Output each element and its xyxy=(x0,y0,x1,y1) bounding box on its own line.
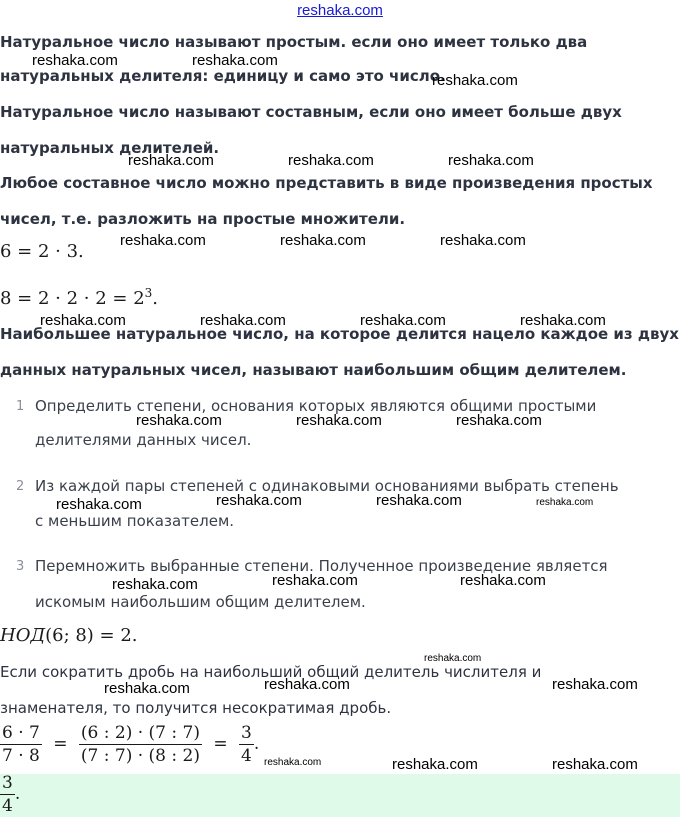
equals-1: = xyxy=(53,734,68,754)
step-number-2: 2 xyxy=(16,479,25,494)
prime-definition-line-1: Натуральное число называют простым. если оно имеет только два xyxy=(0,33,588,51)
watermark: reshaka.com xyxy=(200,312,286,329)
fraction-divided xyxy=(79,722,202,767)
answer-den: 4 xyxy=(2,796,13,816)
watermark: reshaka.com xyxy=(264,676,350,693)
watermark: reshaka.com xyxy=(288,152,374,169)
watermark: reshaka.com xyxy=(432,72,518,89)
watermark: reshaka.com xyxy=(552,676,638,693)
site-link[interactable]: reshaka.com xyxy=(297,2,383,19)
fraction-original xyxy=(0,722,42,767)
step-2-line-1: Из каждой пары степеней с одинаковыми основаниями выбрать степень xyxy=(35,477,619,495)
watermark: reshaka.com xyxy=(104,680,190,697)
watermark: reshaka.com xyxy=(32,52,118,69)
watermark: reshaka.com xyxy=(264,757,322,768)
example-eq-6: 6 = 2 · 3. xyxy=(0,241,84,262)
watermark: reshaka.com xyxy=(120,232,206,249)
watermark: reshaka.com xyxy=(296,412,382,429)
watermark: reshaka.com xyxy=(360,312,446,329)
step-number-1: 1 xyxy=(16,399,25,414)
step-3-line-1: Перемножить выбранные степени. Полученное произведение является xyxy=(35,557,608,575)
eq8-end: . xyxy=(152,288,159,309)
prime-definition-line-2: натуральных делителя: единицу и само это число. xyxy=(0,67,446,85)
watermark: reshaka.com xyxy=(192,52,278,69)
example-eq-8 xyxy=(0,286,158,309)
composite-definition-line-1: Натуральное число называют составным, если оно имеет больше двух xyxy=(0,103,622,121)
frac2-den: (7 : 7) · (8 : 2) xyxy=(80,746,200,766)
gcd-definition-line-2: данных натуральных чисел, называют наибольшим общим делителем. xyxy=(0,361,627,379)
watermark: reshaka.com xyxy=(392,756,478,773)
reduce-line-2: знаменателя, то получится несократимая дробь. xyxy=(0,699,392,717)
fraction-end: . xyxy=(253,734,260,754)
frac1-den: 7 · 8 xyxy=(2,746,40,766)
gcd-args: (6; 8) = 2. xyxy=(45,625,138,646)
step-number-3: 3 xyxy=(16,559,25,574)
frac1-num: 6 · 7 xyxy=(2,723,40,743)
watermark: reshaka.com xyxy=(112,576,198,593)
watermark: reshaka.com xyxy=(424,653,482,664)
answer-highlight xyxy=(0,774,680,817)
watermark: reshaka.com xyxy=(56,496,142,513)
watermark: reshaka.com xyxy=(216,492,302,509)
watermark: reshaka.com xyxy=(520,312,606,329)
watermark: reshaka.com xyxy=(460,572,546,589)
composite-definition-line-2: натуральных делителей. xyxy=(0,139,220,157)
reduce-line-1: Если сократить дробь на наибольший общий делитель числителя и xyxy=(0,663,542,681)
watermark: reshaka.com xyxy=(440,232,526,249)
equals-2: = xyxy=(213,734,228,754)
watermark: reshaka.com xyxy=(448,152,534,169)
answer-frac xyxy=(0,772,15,817)
watermark: reshaka.com xyxy=(376,492,462,509)
fraction-reduction xyxy=(0,722,259,767)
step-1-line-1: Определить степени, основания которых являются общими простыми xyxy=(35,397,597,415)
watermark: reshaka.com xyxy=(128,152,214,169)
fraction-result xyxy=(239,722,254,767)
frac2-num: (6 : 2) · (7 : 7) xyxy=(80,723,200,743)
watermark: reshaka.com xyxy=(552,756,638,773)
watermark: reshaka.com xyxy=(456,412,542,429)
frac3-num: 3 xyxy=(241,723,252,743)
factorization-line-1: Любое составное число можно представить в виде произведения простых xyxy=(0,174,653,192)
frac3-den: 4 xyxy=(241,746,252,766)
gcd-label: НОД xyxy=(0,625,46,646)
watermark: reshaka.com xyxy=(136,412,222,429)
eq8-base: 8 = 2 · 2 · 2 = 2 xyxy=(0,288,145,309)
watermark: reshaka.com xyxy=(280,232,366,249)
step-1-line-2: делителями данных чисел. xyxy=(35,431,252,449)
watermark: reshaka.com xyxy=(40,312,126,329)
step-2-line-2: с меньшим показателем. xyxy=(35,512,235,530)
answer-fraction xyxy=(0,772,20,817)
watermark: reshaka.com xyxy=(272,572,358,589)
watermark: reshaka.com xyxy=(536,497,594,508)
eq8-exponent: 3 xyxy=(144,286,153,300)
gcd-example xyxy=(0,625,138,646)
step-3-line-2: искомым наибольшим общим делителем. xyxy=(35,593,366,611)
factorization-line-2: чисел, т.е. разложить на простые множители. xyxy=(0,210,406,228)
gcd-definition-line-1: Наибольшее натуральное число, на которое делится нацело каждое из двух xyxy=(0,325,679,343)
answer-num: 3 xyxy=(2,773,13,793)
answer-end: . xyxy=(14,784,21,804)
